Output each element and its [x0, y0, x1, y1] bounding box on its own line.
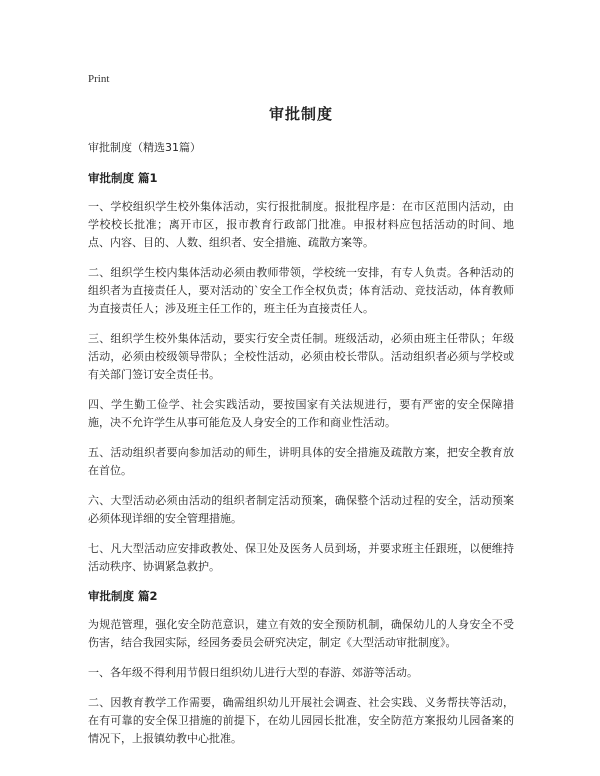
section-heading: 审批制度 篇2 [88, 589, 158, 603]
paragraph: 三、组织学生校外集体活动，要实行安全责任制。班级活动，必须由班主任带队；年级活动，必须由校级领导带队；全校性活动，必须由校长带队。活动组织者必须与学校或有关部门签订安全责任书。 [88, 332, 514, 381]
print-label[interactable]: Print [88, 73, 110, 85]
paragraph: 七、凡大型活动应安排政教处、保卫处及医务人员到场，并要求班主任跟班，以便维持活动秩序、协调紧急救护。 [88, 542, 514, 573]
paragraph: 为规范管理，强化安全防范意识，建立有效的安全预防机制，确保幼儿的人身安全不受伤害，结合我园实际，经园务委员会研究决定，制定《大型活动审批制度》。 [88, 618, 514, 649]
paragraph: 二、组织学生校内集体活动必须由教师带领，学校统一安排，有专人负责。各种活动的组织者为直接责任人，要对活动的`安全工作全权负责；体育活动、竞技活动，体育教师为直接责任人；涉及班主任工作的，班主任为直接责任人。 [88, 266, 514, 315]
section-2 [88, 588, 514, 748]
page-title: 审批制度 [268, 105, 333, 123]
paragraph: 四、学生勤工俭学、社会实践活动，要按国家有关法规进行，要有严密的安全保障措施，决不允许学生从事可能危及人身安全的工作和商业性活动。 [88, 398, 514, 429]
paragraph: 二、因教育教学工作需要，确需组织幼儿开展社会调查、社会实践、义务帮扶等活动，在有可靠的安全保卫措施的前提下，在幼儿园园长批准，安全防范方案报幼儿园备案的情况下，上报镇幼教中心批准。 [88, 696, 514, 745]
section-1 [88, 170, 514, 576]
paragraph: 六、大型活动必须由活动的组织者制定活动预案，确保整个活动过程的安全，活动预案必须体现详细的安全管理措施。 [88, 494, 514, 525]
paragraph: 五、活动组织者要向参加活动的师生，讲明具体的安全措施及疏散方案，把安全教育放在首位。 [88, 446, 514, 477]
paragraph: 一、学校组织学生校外集体活动，实行报批制度。报批程序是：在市区范围内活动，由学校校长批准；离开市区，报市教育行政部门批准。申报材料应包括活动的时间、地点、内容、目的、人数、组织者、安全措施、疏散方案等。 [88, 200, 514, 249]
section-heading: 审批制度 篇1 [88, 171, 158, 185]
document-subtitle: 审批制度（精选31篇） [88, 141, 201, 154]
paragraph: 一、各年级不得利用节假日组织幼儿进行大型的春游、郊游等活动。 [88, 666, 418, 679]
